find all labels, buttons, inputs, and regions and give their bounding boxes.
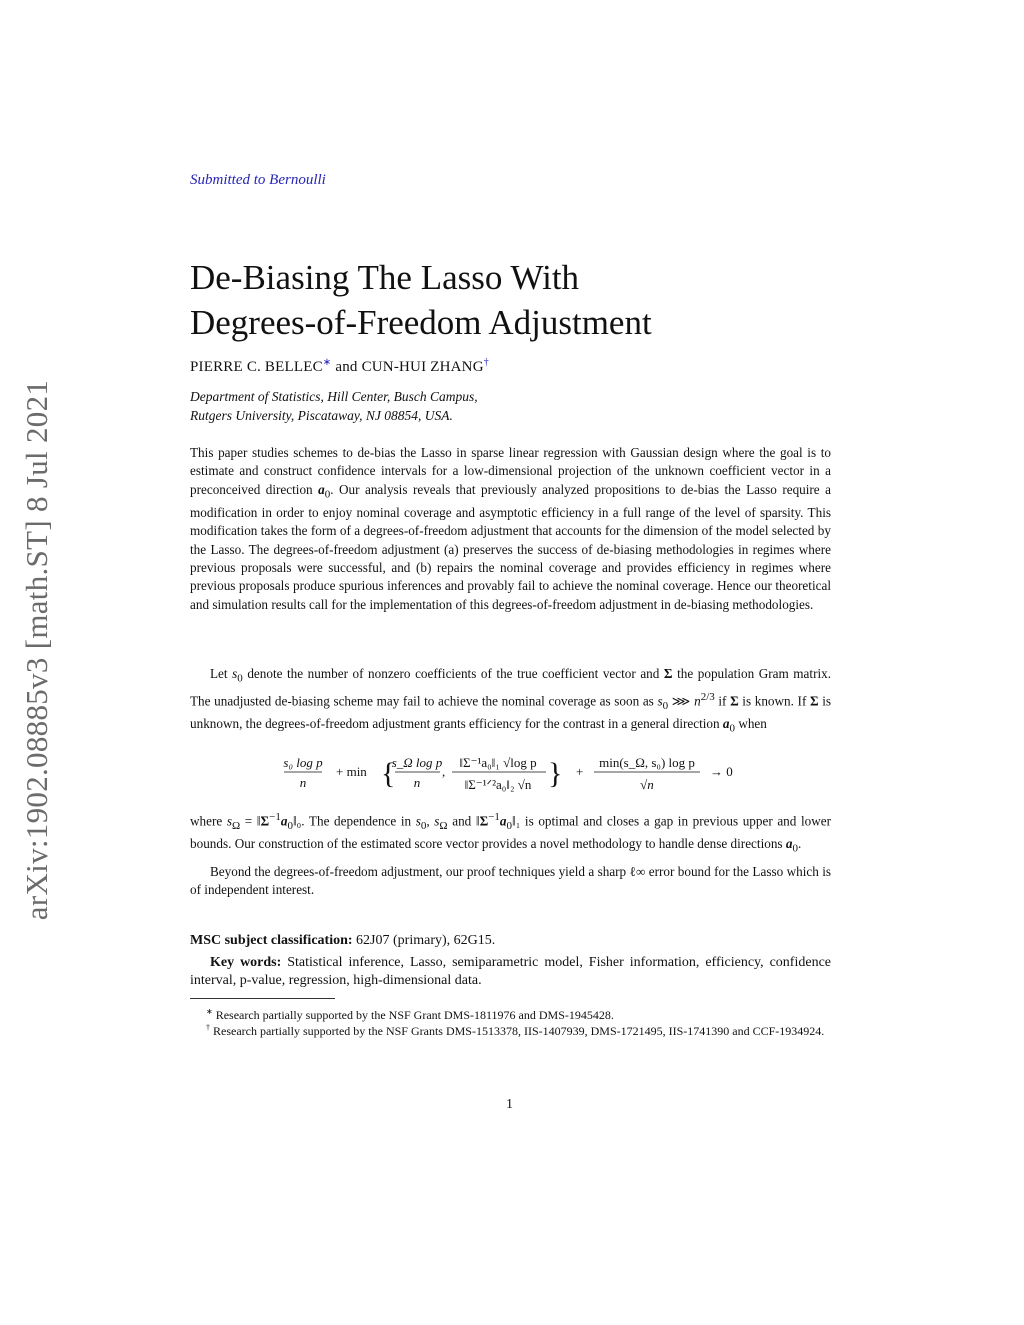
paper-title	[190, 255, 890, 345]
arxiv-stamp: arXiv:1902.08885v3 [math.ST] 8 Jul 2021	[19, 379, 54, 921]
formula-term-4-denominator: √n	[640, 777, 654, 792]
footnote-link[interactable]: ∗	[322, 357, 332, 368]
abstract-paragraph-1: This paper studies schemes to de-bias the Lasso in sparse linear regression with Gaussian design where the goal is to estimate and construct confidence intervals for a low-dimensional projection of the unknown coefficient vector in a preconceived direction $a_0$. Our analysis reveals that previously analyzed propositions to de-bias the Lasso require a modification in order to enjoy nominal coverage and asymptotic efficiency in a full range of the level of sparsity. This modification takes the form of a degrees-of-freedom adjustment that accounts for the dimension of the model selected by the Lasso. The degrees-of-freedom adjustment (a) preserves the success of de-biasing methodologies in regimes where previous proposals were successful, and (b) repairs the nominal coverage and provides efficiency in regimes where previous proposals produce spurious inferences and provably fail to achieve the nominal coverage. Hence our theoretical and simulation results call for the implementation of this degrees-of-freedom adjustment in de-biasing methodologies.	[190, 445, 831, 612]
formula-term-4-numerator: min(s_Ω, s₀) log p	[599, 755, 695, 770]
abstract-paragraph-4: Beyond the degrees-of-freedom adjustment, our proof techniques yield a sharp ℓ∞ error bound for the Lasso which is of independent interest.	[190, 864, 831, 898]
journal-link[interactable]: Submitted to Bernoulli	[190, 172, 326, 188]
affiliation-line: Rutgers University, Piscataway, NJ 08854, USA.	[190, 408, 453, 423]
keywords-label: Key words:	[210, 955, 282, 970]
formula-term-2-numerator: s_Ω log p	[391, 755, 443, 770]
formula-comma: ,	[442, 764, 446, 779]
title-line-1: De-Biasing The Lasso With	[190, 258, 580, 297]
author-name: CUN-HUI ZHANG	[361, 359, 484, 375]
footnote-2: † Research partially supported by the NSF Grants DMS-1513378, IIS-1407939, DMS-1721495, IIS-1741390 and CCF-1934924.	[206, 1023, 825, 1038]
formula-plus: +	[576, 764, 584, 779]
footnote-divider	[190, 998, 335, 999]
affiliation	[190, 387, 830, 425]
abstract-paragraph-2: Let $s_0$ denote the number of nonzero coefficients of the true coefficient vector and Σ the population Gram matrix. The unadjusted de-biasing scheme may fail to achieve the nominal coverage as soon as $s_0$ ⋙ $n^{2/3}$ if Σ is known. If Σ is unknown, the degrees-of-freedom adjustment grants efficiency for the contrast in a general direction $a_0$ when	[190, 666, 832, 736]
author-separator: and	[331, 359, 362, 375]
author-name: PIERRE C. BELLEC	[190, 359, 323, 375]
keywords	[190, 954, 831, 991]
page-number: 1	[506, 1097, 513, 1112]
formula-right-brace: }	[548, 757, 563, 790]
display-formula	[190, 752, 831, 796]
footnote-link[interactable]: †	[483, 357, 489, 368]
formula-left-brace: {	[381, 757, 396, 790]
formula-arrow: → 0	[710, 764, 733, 779]
formula-plus-min: + min	[336, 764, 367, 779]
title-line-2: Degrees-of-Freedom Adjustment	[190, 303, 652, 342]
abstract-paragraph-3: where $s_\Omega$ = $‖\Sigma^{-1}a_0‖_0$. The dependence in $s_0$, $s_\Omega$ and $‖\Sigma^{-1}a_0‖_1$ is optimal and closes a gap in previous upper and lower bounds. Our construction of the estimated score vector provides a novel methodology to handle dense directions $a_0$.	[190, 811, 832, 856]
author-list	[190, 357, 489, 376]
formula-term-1-denominator: n	[299, 775, 307, 790]
msc-value: 62J07 (primary), 62G15.	[352, 933, 496, 948]
formula-term-3-denominator: ‖Σ⁻¹ᐟ²a₀‖₂ √n	[464, 777, 532, 792]
formula-term-1-numerator: s₀ log p	[283, 755, 323, 770]
formula-term-3-numerator: ‖Σ⁻¹a₀‖₁ √log p	[459, 755, 537, 770]
footnote-1: ∗ Research partially supported by the NSF Grant DMS-1811976 and DMS-1945428.	[206, 1007, 614, 1022]
formula-term-2-denominator: n	[413, 775, 421, 790]
msc-classification	[190, 932, 831, 950]
affiliation-line: Department of Statistics, Hill Center, Busch Campus,	[190, 389, 478, 404]
keywords-value: Statistical inference, Lasso, semiparametric model, Fisher information, efficiency, confidence interval, p-value, regression, high-dimensional data.	[190, 955, 832, 989]
msc-label: MSC subject classification:	[190, 933, 353, 948]
